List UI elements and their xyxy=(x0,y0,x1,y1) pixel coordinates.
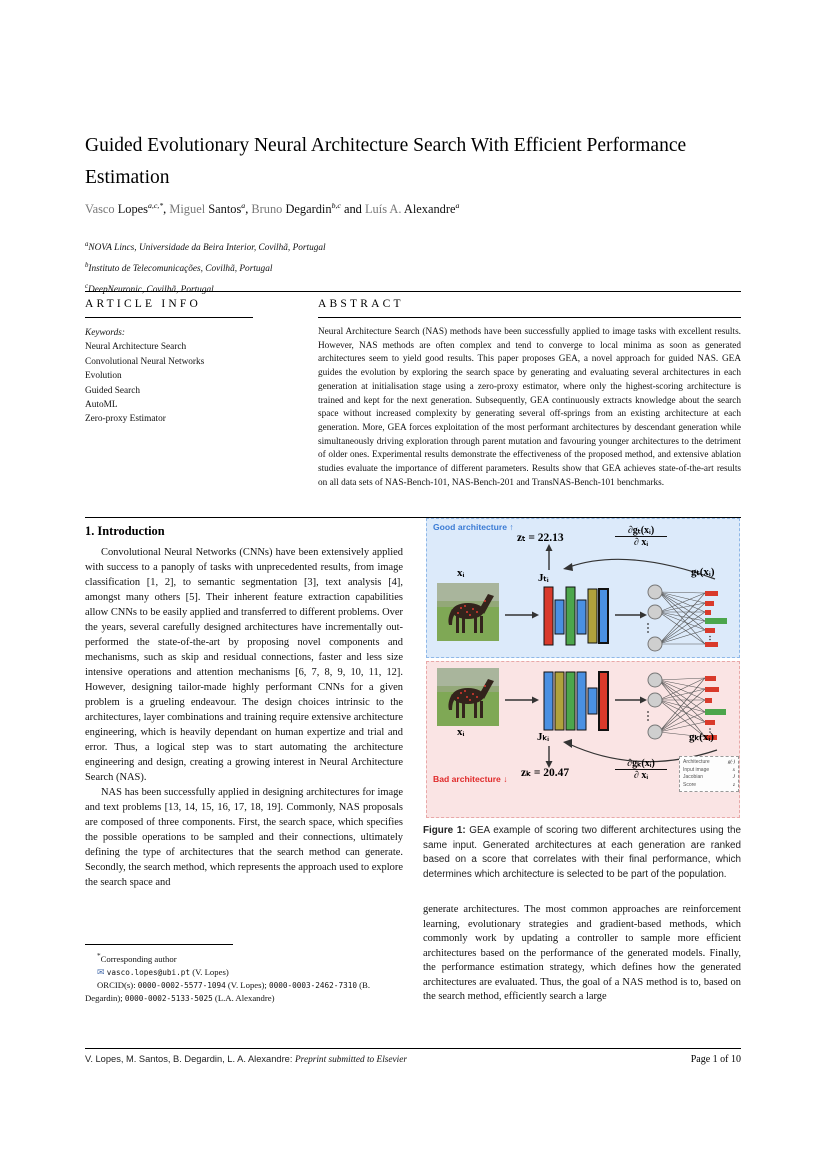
author: Luís A. Alexandre$^a$ xyxy=(364,201,460,217)
figure1-good-graphics xyxy=(427,519,738,656)
orcid-id: 0000-0002-5133-5025 xyxy=(124,993,213,1003)
figure1-bad-panel xyxy=(426,661,740,818)
right-column-paragraph: generate architectures. The most common approaches are reinforcement learning, evolutionary strategies and gradient-based methods, which commonly work by updating a controller to sample more efficient architectures based on the performance of the generated models. Finally, the performance estimation strategy, which defines how the generated architectures are evaluated. Thus, the goal of a NAS method is to, based on the search method, efficiently search a large xyxy=(423,904,741,1002)
arrow-input-to-layers-bad xyxy=(505,697,539,704)
keyword: Zero-proxy Estimator xyxy=(85,414,166,425)
author: Bruno Degardin$^{b,c}$ and xyxy=(251,201,365,217)
arrow-jacobian-to-score-good xyxy=(546,544,553,570)
footer xyxy=(85,1054,741,1065)
orcid-id: 0000-0002-5577-1094 xyxy=(137,980,226,990)
affiliation: $^a$NOVA Lincs, Universidade da Beira Interior, Covilhã, Portugal xyxy=(85,241,326,254)
good-architecture-label: Good architecture ↑ xyxy=(433,522,514,532)
affiliations xyxy=(85,236,685,299)
author: Vasco Lopes$^{a,c,*}$, xyxy=(85,201,170,217)
figure1-legend xyxy=(679,756,739,792)
footnote-rule xyxy=(85,944,233,945)
abstract-text: Neural Architecture Search (NAS) methods have been successfully applied to image tasks with excellent results. However, NAS methods are often complex and tend to converge to local minima as soon as generated architectures seem to yield good results. This paper proposes GEA, a novel approach for guided NAS. GEA guides the evolution by exploring the search space by generating and evaluating several architectures in each generation at initialisation stage using a zero-proxy estimator, where only the highest-scoring architecture is trained and kept for the next generation. Subsequently, GEA continuously extracts knowledge about the search space without increased complexity by generating several off-springs from an existing architecture at each generation. More, GEA forces exploitation of the most performant architectures by descendant generation while simultaneously driving exploration through parent mutation and favouring younger architectures to the detriment of older ones. Experimental results demonstrate the effectiveness of the proposed method, and extensive ablation studies evaluate the importance of different parameters. Results show that GEA achieves state-of-the-art results on all data sets of NAS-Bench-101, NAS-Bench-201 and TransNAS-Bench-101 benchmarks. xyxy=(318,327,741,488)
gradient-fraction-good: $\frac{\text{∂gₜ(xᵢ)}}{\text{∂ xᵢ}}$ xyxy=(615,525,667,548)
architecture-layers-bad xyxy=(544,672,608,730)
orcid-id: 0000-0003-2462-7310 xyxy=(269,980,357,990)
network-nodes-good xyxy=(647,585,705,651)
affiliation: c xyxy=(85,283,89,291)
footer-page-number: Page 1 of 10 xyxy=(690,1054,741,1065)
keywords-block xyxy=(85,326,305,427)
keyword: Guided Search xyxy=(85,385,140,396)
arrow-input-to-layers-good xyxy=(505,612,539,619)
section-heading-introduction: 1. Introduction xyxy=(85,524,165,538)
footer-rule xyxy=(85,1048,741,1049)
arrow-layers-to-network-good xyxy=(615,612,647,619)
keyword: Convolutional Neural Networks xyxy=(85,356,205,367)
input-label-good: xᵢ xyxy=(457,567,465,579)
jacobian-label-good: Jₜᵢ xyxy=(538,572,549,584)
keyword: AutoML xyxy=(85,400,118,411)
intro-paragraph-2: NAS has been successfully applied in designing architectures for image and text problems [13, 14, 15, 16, 17, 18, 19]. Commonly, NAS proposals are composed of three components. First, the search space, which specifies the possible operations to be sampled and their connections, ultimately defining the type of architectures that the search method can generate. Secondly, the search method, which represents the approach used to explore the search space and xyxy=(85,787,403,888)
architecture-layers-good xyxy=(544,587,608,645)
footer-preprint-note: Preprint submitted to Elsevier xyxy=(295,1055,407,1065)
email-line: ✉ vasco.lopes@ubi.pt (V. Lopes) xyxy=(97,966,229,977)
keyword: Neural Architecture Search xyxy=(85,342,187,353)
legend-row: Input image x xyxy=(683,766,735,773)
page-title: Guided Evolutionary Neural Architecture Search With Efficient Performance Estimation xyxy=(85,135,687,188)
email-icon: ✉ xyxy=(97,966,105,977)
gradient-fraction-bad: $\frac{\text{∂gₖ(xᵢ)}}{\text{∂ xᵢ}}$ xyxy=(615,758,667,781)
left-column xyxy=(85,545,403,890)
jacobian-label-bad: Jₖᵢ xyxy=(537,731,550,743)
legend-row: Architecture g(·) xyxy=(683,759,735,765)
orcid-line: ORCID(s): 0000-0002-5577-1094 (V. Lopes); 0000-0003-2462-7310 (B. Degardin); 0000-0002-5133-5025 (L.A. Alexandre) xyxy=(85,979,370,1003)
network-outputs-good xyxy=(705,591,727,647)
divider xyxy=(85,291,741,292)
keyword: Evolution xyxy=(85,371,122,382)
abstract-heading: ABSTRACT xyxy=(318,298,404,310)
output-label-good: gₜ(xᵢ) xyxy=(691,566,715,578)
article-info-heading: ARTICLE INFO xyxy=(85,298,201,310)
horse-image-bad xyxy=(437,668,499,726)
legend-row: Score z xyxy=(683,781,735,788)
arrow-layers-to-network-bad xyxy=(615,697,647,704)
figure1-good-panel xyxy=(426,518,740,658)
score-value-good: zₜ = 22.13 xyxy=(517,532,564,544)
email-link[interactable]: vasco.lopes@ubi.pt xyxy=(106,967,191,977)
affiliation: $^b$Instituto de Telecomunicações, Covilhã, Portugal xyxy=(85,262,273,275)
footnote-block xyxy=(85,950,403,1005)
corresponding-author-note: *Corresponding author xyxy=(97,952,177,964)
figure1-caption: Figure 1: GEA example of scoring two different architectures using the same input. Generated architectures at each generation are ranked based on a score that correlates with their final performance, which determines which architecture is selected to be part of the population. xyxy=(423,825,741,880)
divider xyxy=(85,317,253,318)
input-label-bad: xᵢ xyxy=(457,726,465,738)
footer-authors: V. Lopes, M. Santos, B. Degardin, L. A. Alexandre: xyxy=(85,1054,295,1064)
author: Miguel Santos$^a$, xyxy=(169,201,252,217)
divider xyxy=(318,317,741,318)
author-line xyxy=(85,201,741,217)
keywords-label: Keywords: xyxy=(85,328,125,338)
output-label-bad: gₖ(xᵢ) xyxy=(689,731,714,743)
legend-row: Jacobian J xyxy=(683,774,735,780)
figure1-caption-label: Figure 1: xyxy=(423,825,466,836)
intro-paragraph-1: Convolutional Neural Networks (CNNs) have been extensively applied with success to a panoply of tasks with unprecedented results, from image classification [1, 2], to semantic segmentation [3], text analysis [4], amongst many others [5]. Their inherent feature extraction capabilities allow CNNs to be easily applied and transferred to different problems. Over the years, several carefully designed architectures have incrementally out-performed the state-of-the-art by proposing novel components and mechanisms, such as skip and residual connections, faster and less size intensive operations and attention mechanisms [6, 7, 8, 9, 10, 11, 12]. However, designing tailor-made highly performant CNNs for a given problem is a grueling endeavour. The design choices intrinsic to the architectures, layer combinations and training require extensive architecture engineering, which is heavily dependant on human expertize and trial and error. Thus, a logical step was to start automating the architecture engineering and design, creating a growing interest in Neural Architecture Search (NAS). xyxy=(85,547,403,783)
score-value-bad: zₖ = 20.47 xyxy=(521,767,570,779)
horse-image-good xyxy=(437,583,499,641)
bad-architecture-label: Bad architecture ↓ xyxy=(433,774,508,784)
